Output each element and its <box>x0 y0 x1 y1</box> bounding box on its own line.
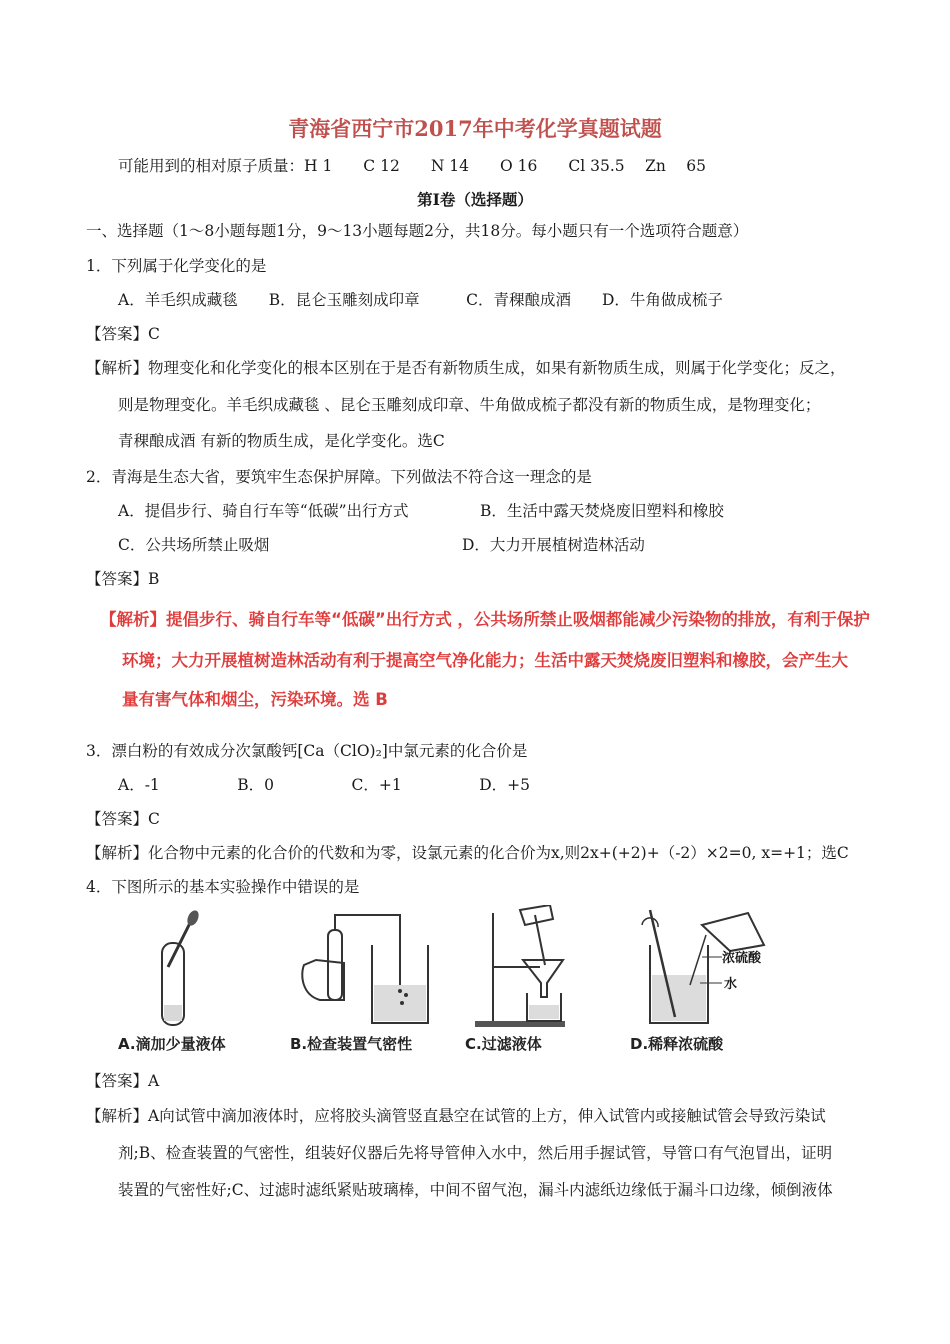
caption-a: A.滴加少量液体 <box>118 1035 226 1053</box>
q3-analysis: 【解析】化合物中元素的化合价的代数和为零，设氯元素的化合价为x,则2x+(+2)+（-2）×2=0, x=+1；选C <box>86 844 849 862</box>
label-water: 水 <box>724 977 738 992</box>
q4-stem: 4．下图所示的基本实验操作中错误的是 <box>86 878 360 896</box>
q1-answer: 【答案】C <box>86 325 160 343</box>
atomic-mass-line: 可能用到的相对原子质量：H 1 C 12 N 14 O 16 Cl 35.5 Zn 65 <box>118 157 706 175</box>
q2-answer: 【答案】B <box>86 570 160 588</box>
figure-dilution <box>630 905 780 1055</box>
q4-analysis-line-3: 装置的气密性好;C、过滤时滤纸紧贴玻璃棒，中间不留气泡，漏斗内滤纸边缘低于漏斗口边缘，倾倒液体 <box>118 1181 833 1199</box>
q4-answer: 【答案】A <box>86 1072 160 1090</box>
q1-analysis-line-1: 【解析】物理变化和化学变化的根本区别在于是否有新物质生成，如果有新物质生成，则属于化学变化；反之， <box>86 359 846 377</box>
figure-airtightness <box>290 905 440 1055</box>
q2-analysis-line-3: 量有害气体和烟尘，污染环境。选 B <box>122 690 388 709</box>
q2-option-c: C．公共场所禁止吸烟 <box>118 536 270 554</box>
q1-analysis-line-2: 则是物理变化。羊毛织成藏毯 、昆仑玉雕刻成印章、牛角做成梳子都没有新的物质生成，是物理变化； <box>118 396 821 414</box>
q3-answer: 【答案】C <box>86 810 160 828</box>
part1-heading: 一、选择题（1～8小题每题1分，9～13小题每题2分，共18分。每小题只有一个选项符合题意） <box>86 222 749 240</box>
q2-analysis-line-1: 【解析】提倡步行、骑自行车等“低碳”出行方式 ，公共场所禁止吸烟都能减少污染物的排放，有利于保护 <box>100 610 870 629</box>
caption-d: D.稀释浓硫酸 <box>630 1035 724 1053</box>
figure-dropper <box>118 905 268 1055</box>
q2-option-a: A．提倡步行、骑自行车等“低碳”出行方式 <box>118 502 409 520</box>
q3-stem: 3．漂白粉的有效成分次氯酸钙[Ca（ClO)₂]中氯元素的化合价是 <box>86 742 528 760</box>
label-concentrated-acid: 浓硫酸 <box>722 951 762 966</box>
q3-options: A．-1 B．0 C．+1 D．+5 <box>118 776 531 794</box>
caption-b: B.检查装置气密性 <box>290 1035 413 1053</box>
q2-option-b: B．生活中露天焚烧废旧塑料和橡胶 <box>480 502 724 520</box>
caption-c: C.过滤液体 <box>465 1035 542 1053</box>
q1-stem: 1．下列属于化学变化的是 <box>86 257 267 275</box>
q2-stem: 2．青海是生态大省，要筑牢生态保护屏障。下列做法不符合这一理念的是 <box>86 468 592 486</box>
q2-option-d: D．大力开展植树造林活动 <box>462 536 645 554</box>
q4-analysis-line-2: 剂;B、检查装置的气密性，组装好仪器后先将导管伸入水中，然后用手握试管，导管口有气泡冒出，证明 <box>118 1144 833 1162</box>
section-title: 第Ⅰ卷（选择题） <box>417 190 533 209</box>
q1-analysis-line-3: 青稞酿成酒 有新的物质生成，是化学变化。选C <box>118 432 445 450</box>
figure-filtration <box>465 905 615 1055</box>
q4-analysis-line-1: 【解析】A向试管中滴加液体时，应将胶头滴管竖直悬空在试管的上方，伸入试管内或接触试管会导致污染试 <box>86 1107 826 1125</box>
page-title: 青海省西宁市2017年中考化学真题试题 <box>288 116 662 141</box>
q2-analysis-line-2: 环境；大力开展植树造林活动有利于提高空气净化能力；生活中露天焚烧废旧塑料和橡胶，会产生大 <box>122 651 848 670</box>
q1-options: A．羊毛织成藏毯 B．昆仑玉雕刻成印章 C．青稞酿成酒 D．牛角做成梳子 <box>118 291 723 309</box>
